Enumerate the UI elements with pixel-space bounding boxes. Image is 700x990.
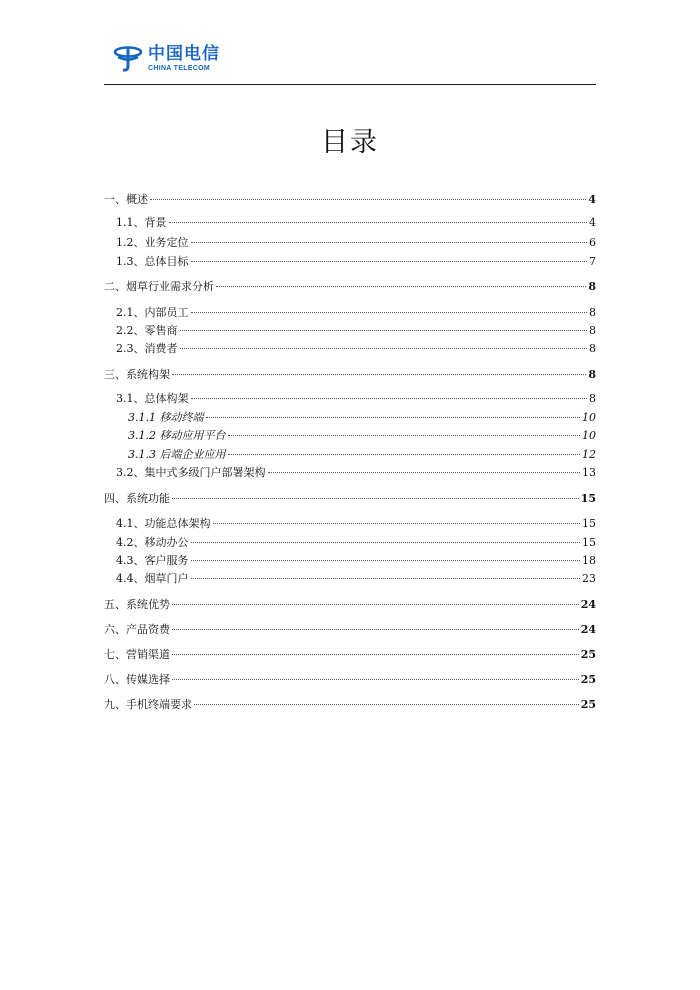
toc-entry[interactable]: [128, 411, 596, 425]
toc-entry-page: 10: [582, 429, 596, 442]
logo-english-text: CHINA TELECOM: [148, 65, 210, 72]
toc-entry-label: 3.1.1 移动终端: [128, 411, 204, 424]
toc-entry[interactable]: [104, 673, 596, 687]
toc-entry-label: 1.2、业务定位: [116, 236, 189, 249]
toc-entry-label: 3.1、总体构架: [116, 392, 189, 405]
page-title: 目录: [321, 127, 379, 158]
toc-entry[interactable]: [116, 342, 596, 356]
logo-chinese-text: 中国电信: [148, 44, 220, 64]
toc-entry[interactable]: [116, 572, 596, 586]
toc-entry-label: 六、产品资费: [104, 623, 170, 636]
toc-leader-dots: [191, 398, 588, 399]
toc-entry[interactable]: [104, 598, 596, 612]
toc-entry-page: 8: [589, 392, 596, 405]
toc-entry-label: 2.1、内部员工: [116, 306, 189, 319]
toc-leader-dots: [169, 222, 588, 223]
toc-entry-label: 4.3、客户服务: [116, 554, 189, 567]
toc-entry[interactable]: [116, 306, 596, 320]
toc-leader-dots: [268, 472, 581, 473]
toc-entry-label: 三、系统构架: [104, 368, 170, 381]
toc-leader-dots: [180, 348, 588, 349]
toc-entry-label: 3.1.2 移动应用平台: [128, 429, 226, 442]
toc-entry-label: 4.1、功能总体架构: [116, 517, 211, 530]
toc-entry-page: 23: [582, 572, 596, 585]
toc-leader-dots: [216, 286, 586, 287]
toc-entry-label: 3.1.3 后端企业应用: [128, 448, 226, 461]
toc-entry-page: 8: [588, 280, 596, 293]
toc-entry-label: 四、系统功能: [104, 492, 170, 505]
china-telecom-logo: [112, 44, 220, 78]
toc-entry-label: 五、系统优势: [104, 598, 170, 611]
toc-leader-dots: [191, 242, 588, 243]
toc-entry[interactable]: [116, 517, 596, 531]
toc-entry-page: 25: [580, 698, 596, 711]
toc-entry[interactable]: [116, 536, 596, 550]
toc-leader-dots: [172, 654, 579, 655]
toc-entry-page: 24: [580, 598, 596, 611]
toc-entry-label: 1.1、背景: [116, 216, 167, 229]
toc-entry-label: 一、概述: [104, 193, 148, 206]
toc-leader-dots: [150, 199, 586, 200]
toc-leader-dots: [191, 312, 588, 313]
china-telecom-icon: [112, 44, 144, 74]
toc-leader-dots: [194, 704, 579, 705]
toc-leader-dots: [180, 330, 588, 331]
toc-entry-label: 4.4、烟草门户: [116, 572, 189, 585]
toc-entry[interactable]: [104, 698, 596, 712]
toc-leader-dots: [172, 679, 579, 680]
toc-entry[interactable]: [104, 492, 596, 506]
toc-leader-dots: [206, 417, 581, 418]
toc-entry-page: 4: [589, 216, 596, 229]
toc-entry[interactable]: [116, 466, 596, 480]
toc-entry[interactable]: [116, 236, 596, 250]
toc-leader-dots: [172, 604, 579, 605]
toc-entry[interactable]: [104, 648, 596, 662]
toc-leader-dots: [213, 523, 581, 524]
toc-entry-page: 13: [582, 466, 596, 479]
toc-entry-label: 1.3、总体目标: [116, 255, 189, 268]
toc-leader-dots: [191, 560, 581, 561]
toc-entry-label: 2.2、零售商: [116, 324, 178, 337]
toc-entry-label: 九、手机终端要求: [104, 698, 192, 711]
toc-entry[interactable]: [116, 324, 596, 338]
toc-entry-label: 七、营销渠道: [104, 648, 170, 661]
toc-entry-page: 18: [582, 554, 596, 567]
header-divider: [104, 84, 596, 85]
toc-leader-dots: [172, 374, 586, 375]
toc-entry-label: 八、传媒选择: [104, 673, 170, 686]
toc-entry-page: 8: [589, 306, 596, 319]
toc-leader-dots: [191, 261, 588, 262]
toc-entry-page: 8: [588, 368, 596, 381]
page-header: [104, 42, 596, 86]
toc-entry[interactable]: [116, 554, 596, 568]
toc-entry-page: 7: [589, 255, 596, 268]
toc-entry-page: 8: [589, 324, 596, 337]
toc-entry-page: 6: [589, 236, 596, 249]
toc-entry[interactable]: [104, 280, 596, 294]
toc-entry-label: 3.2、集中式多级门户部署架构: [116, 466, 266, 479]
toc-entry-label: 4.2、移动办公: [116, 536, 189, 549]
toc-entry-page: 15: [582, 517, 596, 530]
toc-entry[interactable]: [128, 429, 596, 443]
toc-leader-dots: [172, 498, 579, 499]
toc-entry[interactable]: [104, 193, 596, 207]
toc-entry[interactable]: [128, 448, 596, 462]
toc-entry[interactable]: [116, 216, 596, 230]
toc-entry-page: 12: [582, 448, 596, 461]
toc-entry[interactable]: [116, 255, 596, 269]
toc-entry-label: 二、烟草行业需求分析: [104, 280, 214, 293]
toc-leader-dots: [191, 578, 581, 579]
toc-leader-dots: [172, 629, 579, 630]
toc-leader-dots: [228, 454, 581, 455]
toc-entry-page: 25: [580, 648, 596, 661]
toc-leader-dots: [228, 435, 581, 436]
toc-entry-page: 4: [588, 193, 596, 206]
toc-entry[interactable]: [104, 368, 596, 382]
toc-entry-page: 24: [580, 623, 596, 636]
toc-entry-page: 8: [589, 342, 596, 355]
toc-entry-label: 2.3、消费者: [116, 342, 178, 355]
toc-leader-dots: [191, 542, 581, 543]
toc-entry-page: 10: [582, 411, 596, 424]
toc-entry-page: 15: [580, 492, 596, 505]
toc-entry-page: 15: [582, 536, 596, 549]
toc-entry-page: 25: [580, 673, 596, 686]
toc-entry[interactable]: [116, 392, 596, 406]
toc-entry[interactable]: [104, 623, 596, 637]
